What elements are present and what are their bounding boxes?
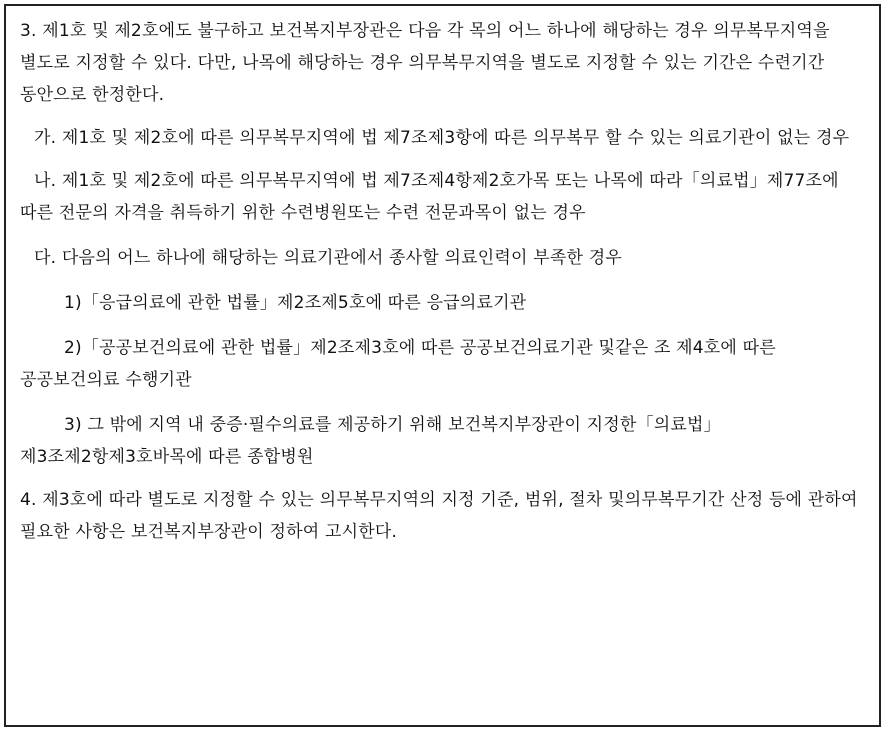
subitem-2: 2)「공공보건의료에 관한 법률」제2조제3호에 따른 공공보건의료기관 및같은 조 제4호에 따른 공공보건의료 수행기관: [20, 338, 776, 390]
item-ga: 가. 제1호 및 제2호에 따른 의무복무지역에 법 제7조제3항에 따른 의무복무 할 수 있는 의료기관이 없는 경우: [34, 128, 850, 148]
clause-3: 3. 제1호 및 제2호에도 불구하고 보건복지부장관은 다음 각 목의 어느 하나에 해당하는 경우 의무복무지역을 별도로 지정할 수 있다. 다만, 나목에 해당하는 경우 의무복무지역을 별도로 지정할 수 있는 기간은 수련기간 동안으로 한정한다.: [20, 21, 830, 105]
subitem-3: 3) 그 밖에 지역 내 중증·필수의료를 제공하기 위해 보건복지부장관이 지정한「의료법」제3조제2항제3호바목에 따른 종합병원: [20, 415, 721, 467]
item-na: 나. 제1호 및 제2호에 따른 의무복무지역에 법 제7조제4항제2호가목 또는 나목에 따라「의료법」제77조에 따른 전문의 자격을 취득하기 위한 수련병원또는 수련 전문과목이 없는 경우: [20, 171, 839, 223]
clause-4: 4. 제3호에 따라 별도로 지정할 수 있는 의무복무지역의 지정 기준, 범위, 절차 및의무복무기간 산정 등에 관하여 필요한 사항은 보건복지부장관이 정하여 고시한다.: [20, 490, 858, 542]
subitem-1: 1)「응급의료에 관한 법률」제2조제5호에 따른 응급의료기관: [64, 293, 527, 313]
item-da: 다. 다음의 어느 하나에 해당하는 의료기관에서 종사할 의료인력이 부족한 경우: [34, 248, 622, 268]
regulation-text-box: [4, 4, 881, 727]
